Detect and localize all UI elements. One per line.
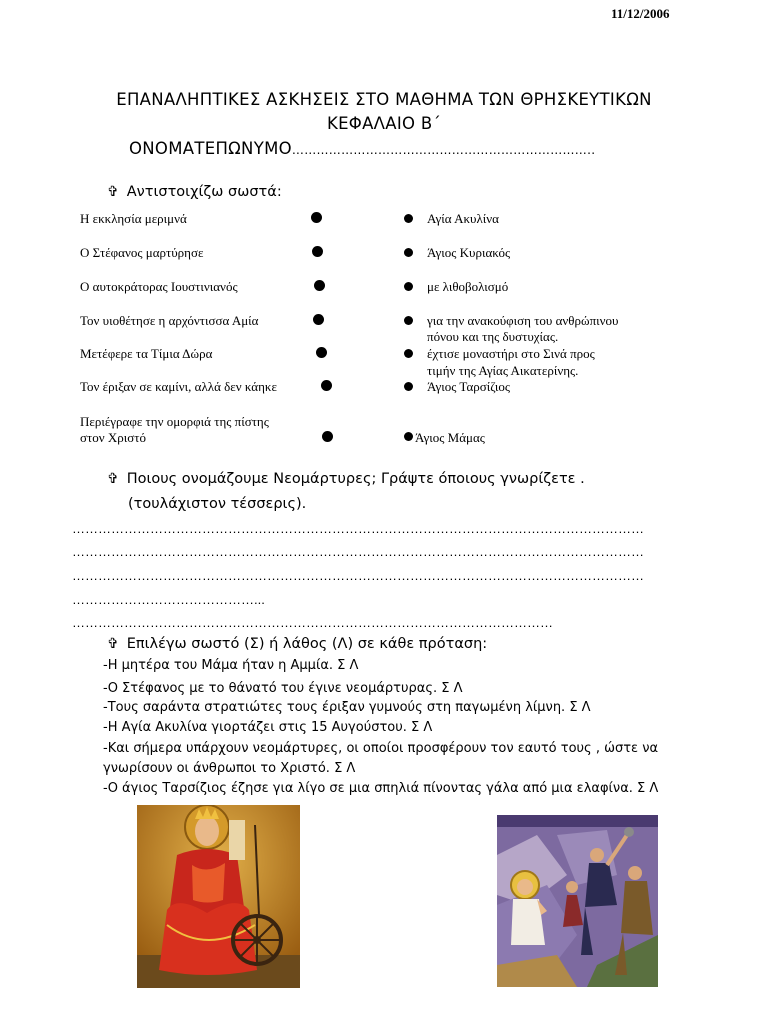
match-right-5a: έχτισε μοναστήρι στο Σινά προς [427, 346, 595, 361]
match-dot-right[interactable] [404, 432, 413, 441]
saint-catherine-icon [137, 805, 300, 988]
match-dot-left[interactable] [314, 280, 325, 291]
tf-statement-5a: -Και σήμερα υπάρχουν νεομάρτυρες, οι οποίοι προσφέρουν τον εαυτό τους , ώστε να [103, 741, 659, 756]
match-right-1: Αγία Ακυλίνα [427, 211, 499, 226]
match-dot-right[interactable] [404, 349, 413, 358]
answer-line[interactable]: …………………………………………………………………………………………………………………… [72, 544, 644, 559]
section1-heading-text: Αντιστοιχίζω σωστά: [126, 184, 282, 200]
saint-stephen-icon [497, 815, 658, 987]
match-right-3: με λιθοβολισμό [427, 279, 509, 294]
tf-statement-5b: γνωρίσουν οι άνθρωποι το Χριστό. Σ Λ [103, 761, 356, 776]
match-dot-left[interactable] [311, 212, 322, 223]
match-dot-right[interactable] [404, 282, 413, 291]
answer-line[interactable]: …………………………………………………………………………………………………………………… [72, 521, 644, 536]
match-left-2: Ο Στέφανος μαρτύρησε [80, 245, 204, 260]
match-left-7a: Περιέγραφε την ομορφιά της πίστης [80, 414, 269, 429]
match-dot-right[interactable] [404, 248, 413, 257]
tf-statement-2: -Ο Στέφανος με το θάνατό του έγινε νεομάρτυρας. Σ Λ [103, 681, 463, 696]
answer-line[interactable]: ………………………………………………………………………………………………… [72, 615, 553, 630]
cross-icon: ✞ [107, 636, 119, 652]
cross-icon: ✞ [107, 471, 119, 487]
match-left-4: Τον υιοθέτησε η αρχόντισσα Αμία [80, 313, 259, 328]
cross-icon: ✞ [107, 184, 119, 200]
date: 11/12/2006 [611, 6, 670, 21]
name-field [129, 139, 595, 158]
match-dot-right[interactable] [404, 382, 413, 391]
section1-heading [107, 184, 282, 200]
chapter-title: ΚΕΦΑΛΑΙΟ Β΄ [326, 114, 442, 133]
page-title: ΕΠΑΝΑΛΗΠΤΙΚΕΣ ΑΣΚΗΣΕΙΣ ΣΤΟ ΜΑΘΗΜΑ ΤΩΝ ΘΡΗΣΚΕΥΤΙΚΩΝ [116, 90, 652, 109]
section3-heading [107, 636, 487, 652]
name-label: ΟΝΟΜΑΤΕΠΩΝΥΜΟ [129, 139, 292, 158]
section3-heading-text: Επιλέγω σωστό (Σ) ή λάθος (Λ) σε κάθε πρόταση: [126, 636, 488, 652]
match-left-1: Η εκκλησία μεριμνά [80, 211, 187, 226]
answer-line[interactable]: ……………………………………... [72, 592, 265, 607]
match-right-4a: για την ανακούφιση του ανθρώπινου [427, 313, 619, 328]
tf-statement-1: -Η μητέρα του Μάμα ήταν η Αμμία. Σ Λ [103, 658, 359, 673]
match-left-6: Τον έριξαν σε καμίνι, αλλά δεν κάηκε [80, 379, 277, 394]
match-left-5: Μετέφερε τα Τίμια Δώρα [80, 346, 213, 361]
section2-heading [107, 471, 585, 487]
match-left-3: Ο αυτοκράτορας Ιουστινιανός [80, 279, 238, 294]
match-dot-left[interactable] [321, 380, 332, 391]
match-dot-left[interactable] [316, 347, 327, 358]
name-dots: ……………………………………………………………….. [291, 143, 596, 157]
match-dot-left[interactable] [313, 314, 324, 325]
answer-line[interactable]: …………………………………………………………………………………………………………………… [72, 568, 644, 583]
match-right-4b: πόνου και της δυστυχίας. [427, 329, 559, 344]
saint-stephen-icon-image [497, 815, 658, 987]
tf-statement-3: -Τους σαράντα στρατιώτες τους έριξαν γυμνούς στη παγωμένη λίμνη. Σ Λ [103, 700, 591, 715]
match-right-7: Άγιος Μάμας [415, 430, 485, 445]
tf-statement-4: -Η Αγία Ακυλίνα γιορτάζει στις 15 Αυγούστου. Σ Λ [103, 720, 433, 735]
match-right-6: Άγιος Ταρσίζιος [427, 379, 511, 394]
match-dot-right[interactable] [404, 316, 413, 325]
match-dot-right[interactable] [404, 214, 413, 223]
section2-heading-line2: (τουλάχιστον τέσσερις). [128, 496, 307, 512]
match-right-5b: τιμήν της Αγίας Αικατερίνης. [427, 363, 579, 378]
match-right-2: Άγιος Κυριακός [427, 245, 511, 260]
saint-catherine-icon-image [137, 805, 300, 988]
section2-heading-text: Ποιους ονομάζουμε Νεομάρτυρες; Γράψτε όποιους γνωρίζετε . [126, 471, 585, 487]
tf-statement-6: -Ο άγιος Ταρσίζιος έζησε για λίγο σε μια σπηλιά πίνοντας γάλα από μια ελαφίνα. Σ Λ [103, 781, 659, 796]
match-dot-left[interactable] [322, 431, 333, 442]
match-dot-left[interactable] [312, 246, 323, 257]
match-left-7b: στον Χριστό [80, 430, 146, 445]
